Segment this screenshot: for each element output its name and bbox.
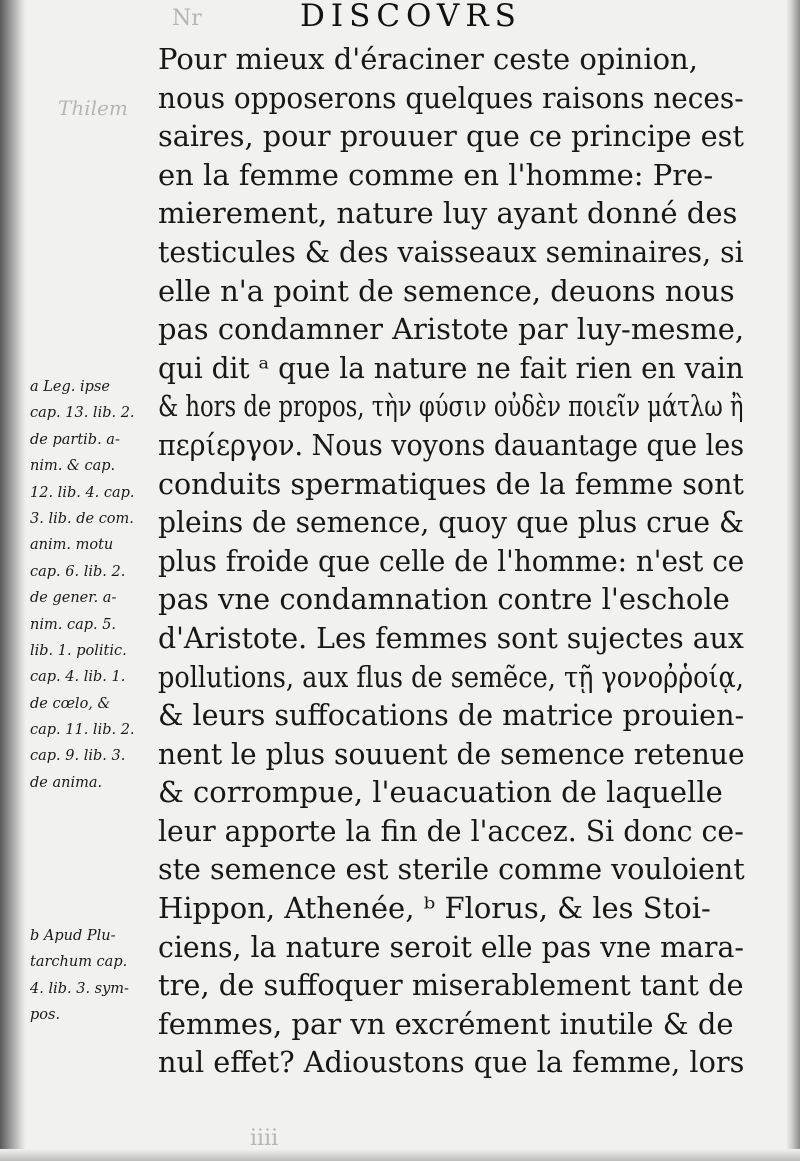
note-line: pos. xyxy=(30,1007,61,1024)
text-line: conduits spermatiques de la femme sont xyxy=(158,466,744,501)
text-line: & hors de propos, τὴν φύσιν οὐδὲν ποιεῖν μάτλω ἢ xyxy=(158,389,744,424)
note-line: a Leg. ipse xyxy=(30,379,110,395)
note-line: de cœlo, & xyxy=(30,695,111,712)
note-line: cap. 9. lib. 3. xyxy=(30,748,126,765)
note-line: cap. 13. lib. 2. xyxy=(30,405,135,422)
text-line: pas vne condamnation contre l'eschole xyxy=(158,582,730,617)
body-text xyxy=(158,40,744,1082)
note-line: de gener. a- xyxy=(30,590,117,607)
note-line: 12. lib. 4. cap. xyxy=(30,484,135,501)
text-line: περίεργον. Nous voyons dauantage que les xyxy=(158,427,745,462)
text-line: tre, de suffoquer miserablement tant de xyxy=(158,968,744,1003)
show-through-text: Thilem xyxy=(58,96,128,120)
note-line: cap. 6. lib. 2. xyxy=(30,563,126,580)
text-line: & leurs suffocations de matrice prouien- xyxy=(158,698,745,733)
text-line: Pour mieux d'éraciner ceste opinion, xyxy=(158,42,698,76)
show-through-text: Nr xyxy=(172,6,202,31)
book-gutter-shadow xyxy=(0,0,26,1161)
text-line: nul effet? Adioustons que la femme, lors xyxy=(158,1045,745,1080)
text-line: leur apporte la fin de l'accez. Si donc ce- xyxy=(158,813,744,848)
text-line: mierement, nature luy ayant donné des xyxy=(158,196,738,231)
text-line: pleins de semence, quoy que plus crue & xyxy=(158,505,745,540)
text-line: ciens, la nature seroit elle pas vne mara- xyxy=(158,929,744,964)
text-line: nent le plus souuent de semence retenue xyxy=(158,736,745,771)
text-line: testicules & des vaisseaux seminaires, si xyxy=(158,234,744,269)
margin-note-b xyxy=(30,923,154,1029)
note-line: b Apud Plu- xyxy=(30,928,116,944)
margin-note-a xyxy=(30,374,154,796)
text-line: elle n'a point de semence, deuons nous xyxy=(158,273,735,308)
text-line: saires, pour prouuer que ce principe est xyxy=(158,119,744,154)
text-line: plus froide que celle de l'homme: n'est ce xyxy=(158,543,745,578)
note-line: lib. 1. politic. xyxy=(30,642,127,659)
text-line: ste semence est sterile comme vouloient xyxy=(158,852,745,887)
show-through-text: iiii xyxy=(250,1126,279,1151)
text-line: pas condamner Aristote par luy-mesme, xyxy=(158,312,745,347)
text-line: pollutions, aux flus de semẽce, τῇ γονοῤῥοίᾳ, xyxy=(158,659,744,694)
note-line: nim. & cap. xyxy=(30,458,116,475)
text-line: femmes, par vn excrément inutile & de xyxy=(158,1006,734,1041)
note-line: nim. cap. 5. xyxy=(30,616,117,633)
text-line: & corrompue, l'euacuation de laquelle xyxy=(158,775,723,810)
text-line: nous opposerons quelques raisons neces- xyxy=(158,80,744,115)
text-line: d'Aristote. Les femmes sont sujectes aux xyxy=(158,620,744,655)
page-edge-shadow xyxy=(786,0,800,1161)
note-line: cap. 4. lib. 1. xyxy=(30,669,126,686)
text-line: Hippon, Athenée, ᵇ Florus, & les Stoi- xyxy=(158,891,711,926)
running-head: DISCOVRS xyxy=(300,0,522,34)
note-line: tarchum cap. xyxy=(30,954,128,971)
text-line: qui dit ᵃ que la nature ne fait rien en vain xyxy=(158,350,744,385)
page-bottom-shadow xyxy=(0,1149,800,1161)
note-line: de partib. a- xyxy=(30,431,120,448)
note-line: de anima. xyxy=(30,774,103,791)
note-line: 3. lib. de com. xyxy=(30,510,134,527)
note-line: 4. lib. 3. sym- xyxy=(30,980,129,997)
text-line: en la femme comme en l'homme: Pre- xyxy=(158,157,714,192)
note-line: cap. 11. lib. 2. xyxy=(30,722,135,739)
note-line: anim. motu xyxy=(30,537,114,554)
